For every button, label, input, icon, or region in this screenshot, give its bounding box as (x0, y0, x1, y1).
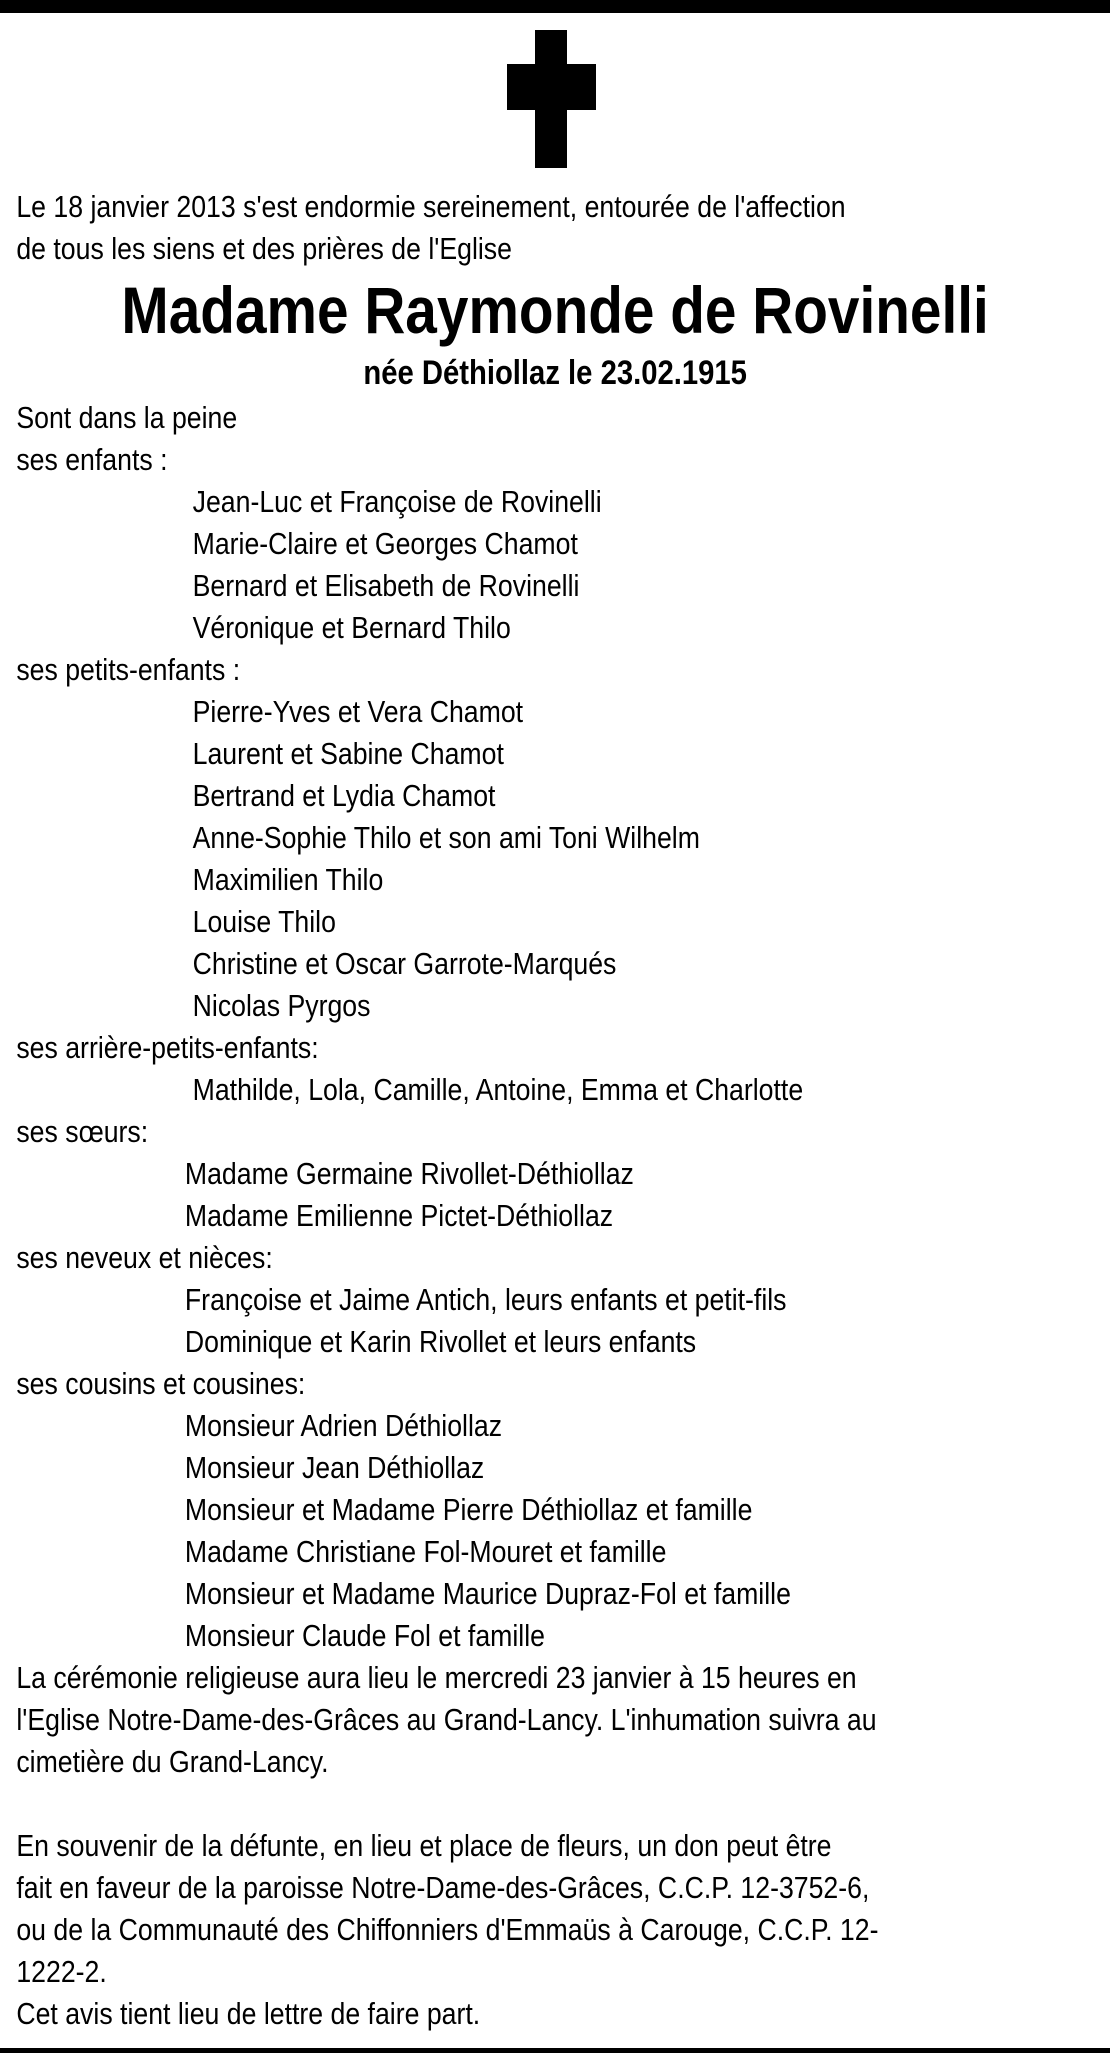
family-groups (0, 439, 1110, 1657)
family-member: Dominique et Karin Rivollet et leurs enfants (184, 1324, 697, 1359)
ceremony-line: La cérémonie religieuse aura lieu le mercredi 23 janvier à 15 heures en (16, 1660, 857, 1695)
family-group (0, 1237, 1110, 1363)
family-member: Jean-Luc et Françoise de Rovinelli (192, 484, 602, 519)
family-group-label: ses enfants : (16, 442, 168, 477)
donation-line: En souvenir de la défunte, en lieu et place de fleurs, un don peut être (16, 1828, 832, 1863)
bottom-border (0, 2048, 1110, 2053)
top-border (0, 0, 1110, 13)
family-group (0, 1027, 1110, 1111)
donation-line: 1222-2. (16, 1954, 107, 1989)
family-member: Pierre-Yves et Vera Chamot (192, 694, 524, 729)
ceremony-line: cimetière du Grand-Lancy. (16, 1744, 329, 1779)
donation-line: fait en faveur de la paroisse Notre-Dame-des-Grâces, C.C.P. 12-3752-6, (16, 1870, 870, 1905)
deceased-name: Madame Raymonde de Rovinelli (121, 273, 989, 347)
intro-line: de tous les siens et des prières de l'Eglise (16, 231, 512, 266)
family-member: Monsieur et Madame Pierre Déthiollaz et famille (184, 1492, 753, 1527)
family-group (0, 1111, 1110, 1237)
family-member: Monsieur Claude Fol et famille (184, 1618, 545, 1653)
obituary-notice (0, 186, 1110, 2035)
intro-line: Le 18 janvier 2013 s'est endormie sereinement, entourée de l'affection (16, 189, 846, 224)
family-member: Laurent et Sabine Chamot (192, 736, 504, 771)
family-member: Christine et Oscar Garrote-Marqués (192, 946, 617, 981)
family-member: Marie-Claire et Georges Chamot (192, 526, 578, 561)
family-group (0, 1363, 1110, 1657)
family-group (0, 439, 1110, 649)
family-member: Mathilde, Lola, Camille, Antoine, Emma et Charlotte (192, 1072, 804, 1107)
birth-info: née Déthiollaz le 23.02.1915 (363, 354, 747, 392)
family-member: Bertrand et Lydia Chamot (192, 778, 496, 813)
family-group-label: ses sœurs: (16, 1114, 149, 1149)
donation-line: ou de la Communauté des Chiffonniers d'Emmaüs à Carouge, C.C.P. 12- (16, 1912, 879, 1947)
family-member: Monsieur et Madame Maurice Dupraz-Fol et famille (184, 1576, 791, 1611)
family-member: Louise Thilo (192, 904, 336, 939)
family-group-label: ses cousins et cousines: (16, 1366, 306, 1401)
family-member: Véronique et Bernard Thilo (192, 610, 511, 645)
family-member: Monsieur Adrien Déthiollaz (184, 1408, 503, 1443)
family-member: Monsieur Jean Déthiollaz (184, 1450, 485, 1485)
family-group-label: ses neveux et nièces: (16, 1240, 273, 1275)
family-member: Madame Christiane Fol-Mouret et famille (184, 1534, 667, 1569)
family-member: Françoise et Jaime Antich, leurs enfants et petit-fils (184, 1282, 787, 1317)
cross-horizontal-bar (507, 64, 596, 110)
family-group-label: ses arrière-petits-enfants: (16, 1030, 319, 1065)
family-member: Madame Germaine Rivollet-Déthiollaz (184, 1156, 634, 1191)
closing-line: Cet avis tient lieu de lettre de faire part. (16, 1996, 481, 2031)
ceremony-line: l'Eglise Notre-Dame-des-Grâces au Grand-Lancy. L'inhumation suivra au (16, 1702, 877, 1737)
family-member: Madame Emilienne Pictet-Déthiollaz (184, 1198, 614, 1233)
family-member: Bernard et Elisabeth de Rovinelli (192, 568, 580, 603)
mourning-intro: Sont dans la peine (16, 400, 238, 435)
family-member: Maximilien Thilo (192, 862, 384, 897)
family-group (0, 649, 1110, 1027)
family-member: Nicolas Pyrgos (192, 988, 371, 1023)
spacer (0, 1783, 1110, 1825)
family-member: Anne-Sophie Thilo et son ami Toni Wilhelm (192, 820, 700, 855)
family-group-label: ses petits-enfants : (16, 652, 241, 687)
